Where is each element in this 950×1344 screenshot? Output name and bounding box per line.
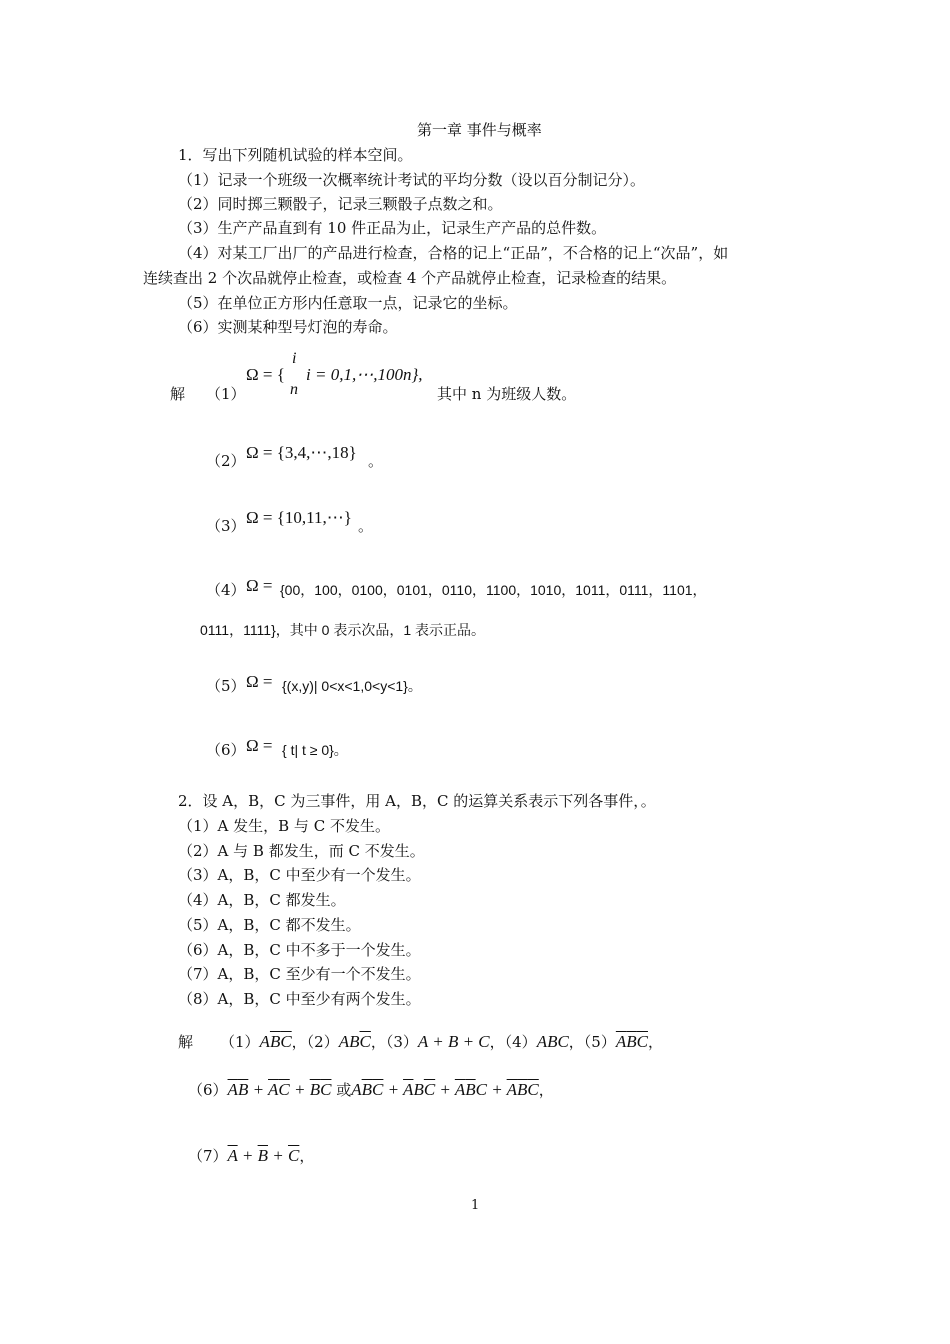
item-number: （6） [206, 741, 246, 759]
q1-item: （5）在单位正方形内任意取一点，记录它的坐标。 [178, 294, 518, 312]
omega-symbol: Ω = [246, 672, 273, 691]
formula: $AB\overline{C}$ [338, 1032, 371, 1051]
q2-stem: 2．设 A，B，C 为三事件，用 A，B，C 的运算关系表示下列各事件，。 [178, 792, 656, 810]
item-number: （2） [206, 452, 246, 470]
item-number: （6） [188, 1081, 228, 1099]
solution-label: 解 [178, 1033, 194, 1051]
page-title: 第一章 事件与概率 [417, 121, 542, 139]
sample-space-set: {00，100，0100，0101，0110，1100，1010，1011，0111，1101， [280, 582, 707, 598]
sample-space-set: Ω = {3,4,⋯,18} [246, 443, 357, 462]
q2-item: （3）A，B，C 中至少有一个发生。 [178, 866, 421, 884]
solution-line-1: $(1)A\overline{B}\overline{C}$，$(2)AB\overline{C}$，（3）A + B + C，（4）ABC，$(5)\overline{A}\overline{B}\overline{C}$， [220, 1032, 663, 1051]
q1-item: （2）同时掷三颗骰子，记录三颗骰子点数之和。 [178, 195, 503, 213]
item-number: （7） [188, 1147, 228, 1165]
item-number: （1） [206, 385, 246, 403]
solution-line-7: $(7)\overline{A} + \overline{B} + \overline{C}$， [188, 1146, 315, 1165]
omega-equation: Ω = { [246, 365, 285, 384]
q1-item: （6）实测某种型号灯泡的寿命。 [178, 318, 398, 336]
sample-space-set: { t| t ≥ 0}。 [282, 742, 348, 758]
or-word: 或 [336, 1081, 352, 1099]
item-number: ，（5） [568, 1033, 616, 1051]
omega-symbol: Ω = [246, 576, 273, 595]
omega-range: i = 0,1,⋯,100n}, [306, 365, 423, 384]
q1-item: （1）记录一个班级一次概率统计考试的平均分数（设以百分制记分）。 [178, 171, 646, 189]
item-number: （4） [206, 581, 246, 599]
q2-item: （4）A，B，C 都发生。 [178, 891, 346, 909]
item-number: （1） [220, 1033, 260, 1051]
item-number: ，（4） [489, 1033, 537, 1051]
period: 。 [358, 517, 374, 535]
fraction-denominator: n [290, 381, 298, 398]
item-number: （3） [206, 517, 246, 535]
period: 。 [368, 452, 384, 470]
item-number: ，（2） [291, 1033, 339, 1051]
item-number: （5） [206, 677, 246, 695]
q2-item: （2）A 与 B 都发生，而 C 不发生。 [178, 842, 425, 860]
q1-item: （3）生产产品直到有 10 件正品为止，记录生产产品的总件数。 [178, 219, 607, 237]
sample-space-set: {(x,y)| 0<x<1,0<y<1}。 [282, 678, 422, 694]
formula: ABC [536, 1032, 569, 1051]
q2-item: （7）A，B，C 至少有一个不发生。 [178, 965, 421, 983]
formula: $A\overline{B}\overline{C}$ [259, 1032, 292, 1051]
fraction-numerator: i [292, 350, 297, 367]
q1-stem: 1．写出下列随机试验的样本空间。 [178, 146, 413, 164]
formula: A + B + C [417, 1032, 490, 1051]
q2-item: （5）A，B，C 都不发生。 [178, 916, 361, 934]
solution-label: 解 [170, 385, 186, 403]
page-number: 1 [471, 1198, 480, 1213]
q2-item: （6）A，B，C 中不多于一个发生。 [178, 941, 421, 959]
sample-space-set: 0111，1111}，其中 0 表示次品，1 表示正品。 [200, 622, 486, 638]
q2-item: （8）A，B，C 中至少有两个发生。 [178, 990, 421, 1008]
q1-item: （4）对某工厂出厂的产品进行检查，合格的记上“正品”，不合格的记上“次品”，如 [178, 244, 729, 262]
q1-item: 连续查出 2 个次品就停止检查，或检查 4 个产品就停止检查，记录检查的结果。 [143, 269, 677, 287]
solution-line-6: $(6)\overline{A}\overline{B} + \overline{A}\overline{C} + \overline{B}\overline{C}$ 或$A\overline{B}\overline{C} + \overline{A}B\overline{C} + \overline{A}\overline{B}C + \overline{A}\overline{B}\overline{C}$， [188, 1080, 554, 1099]
formula: $\overline{A}\overline{B} + \overline{A}\overline{C} + \overline{B}\overline{C}$ [227, 1080, 332, 1099]
formula: $\overline{A}\overline{B}\overline{C}$ [615, 1032, 648, 1051]
item-number: ，（3） [370, 1033, 418, 1051]
q2-item: （1）A 发生，B 与 C 不发生。 [178, 817, 390, 835]
formula: $A\overline{B}\overline{C} + \overline{A}B\overline{C} + \overline{A}\overline{B}C + \overline{A}\overline{B}\overline{C}$ [351, 1080, 539, 1099]
sample-space-set: Ω = {10,11,⋯} [246, 508, 352, 527]
formula: $\overline{A} + \overline{B} + \overline{C}$ [227, 1146, 300, 1165]
omega-symbol: Ω = [246, 736, 273, 755]
solution-note: 其中 n 为班级人数。 [437, 385, 577, 403]
